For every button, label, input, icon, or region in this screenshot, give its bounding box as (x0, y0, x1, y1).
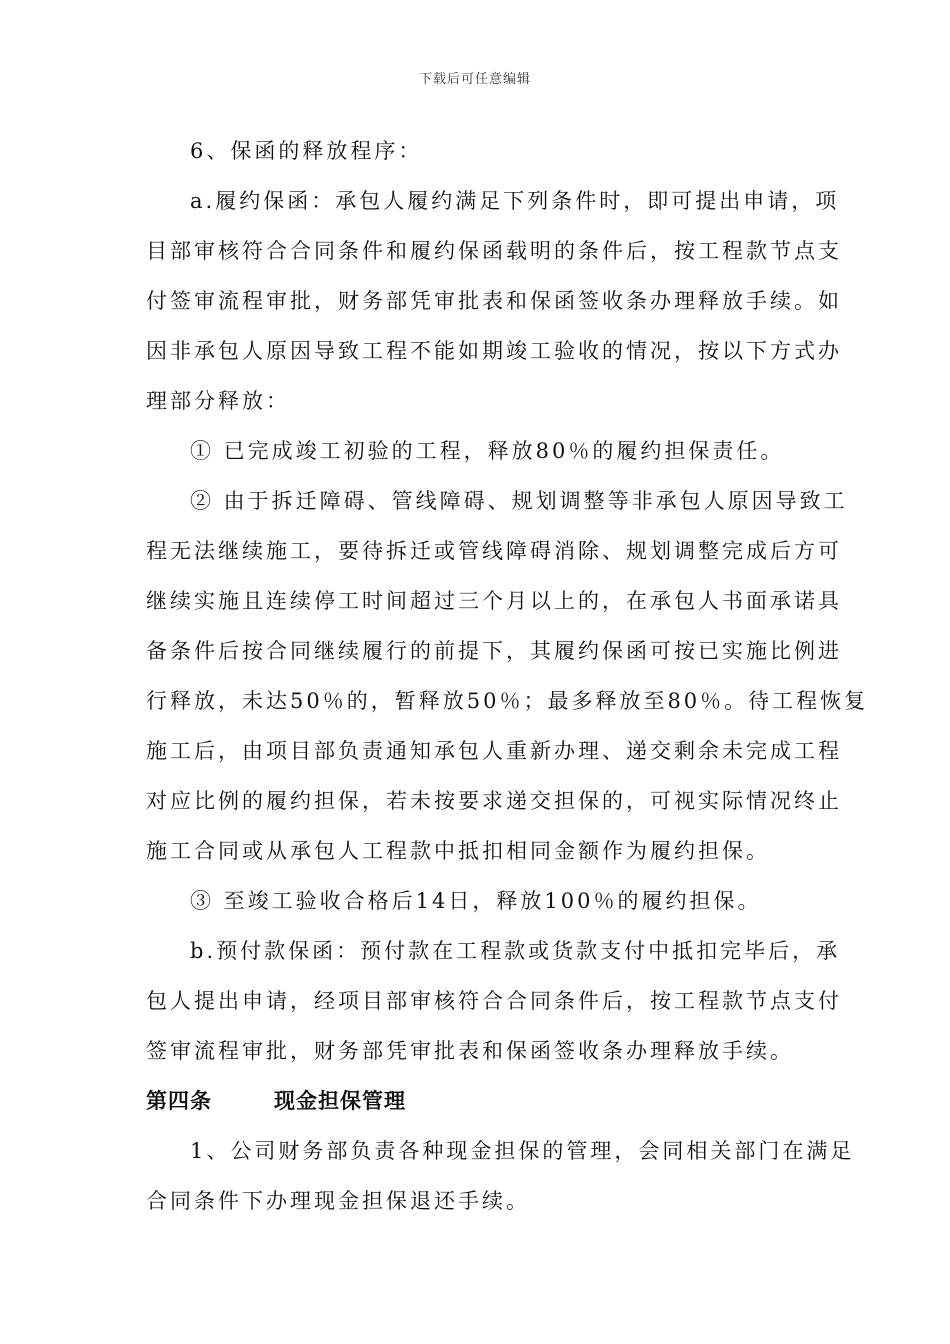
page-header-note: 下载后可任意编辑 (418, 72, 531, 87)
paragraph-line: 对应比例的履约担保，若未按要求递交担保的，可视实际情况终止 (146, 789, 842, 813)
body-text (146, 126, 869, 1226)
article-number: 第四条 (146, 1089, 212, 1113)
paragraph-line: 理部分释放： (146, 389, 290, 413)
article-heading (146, 1076, 806, 1126)
paragraph-line: 施工合同或从承包人工程款中抵扣相同金额作为履约担保。 (146, 839, 770, 863)
paragraph-line: 签审流程审批，财务部凭审批表和保函签收条办理释放手续。 (146, 1039, 794, 1063)
paragraph-line: 包人提出申请，经项目部审核符合合同条件后，按工程款节点支付 (146, 989, 842, 1013)
paragraph-line: 合同条件下办理现金担保退还手续。 (146, 1189, 530, 1213)
paragraph-line: 6、保函的释放程序： (190, 139, 423, 163)
paragraph-line: 因非承包人原因导致工程不能如期竣工验收的情况，按以下方式办 (146, 339, 842, 363)
paragraph-line: 1、公司财务部负责各种现金担保的管理，会同相关部门在满足 (190, 1139, 855, 1163)
paragraph-line: ① 已完成竣工初验的工程，释放80％的履约担保责任。 (190, 439, 785, 463)
paragraph-line: ② 由于拆迁障碍、管线障碍、规划调整等非承包人原因导致工 (190, 489, 848, 513)
paragraph-line: 程无法继续施工，要待拆迁或管线障碍消除、规划调整完成后方可 (146, 539, 842, 563)
paragraph-line: 备条件后按合同继续履行的前提下，其履约保函可按已实施比例进 (146, 639, 842, 663)
paragraph-line: a.履约保函：承包人履约满足下列条件时，即可提出申请，项 (190, 189, 840, 213)
paragraph-line: 付签审流程审批，财务部凭审批表和保函签收条办理释放手续。如 (146, 289, 842, 313)
paragraph-line: 继续实施且连续停工时间超过三个月以上的，在承包人书面承诺具 (146, 589, 842, 613)
paragraph-line: 行释放，未达50％的，暂释放50％；最多释放至80％。待工程恢复 (146, 689, 869, 713)
paragraph-line: 目部审核符合合同条件和履约保函载明的条件后，按工程款节点支 (146, 239, 842, 263)
paragraph-line: 施工后，由项目部负责通知承包人重新办理、递交剩余未完成工程 (146, 739, 842, 763)
paragraph-line: ③ 至竣工验收合格后14日，释放100％的履约担保。 (190, 889, 762, 913)
article-title: 现金担保管理 (274, 1089, 406, 1113)
paragraph-line: b.预付款保函：预付款在工程款或货款支付中抵扣完毕后，承 (190, 939, 841, 963)
